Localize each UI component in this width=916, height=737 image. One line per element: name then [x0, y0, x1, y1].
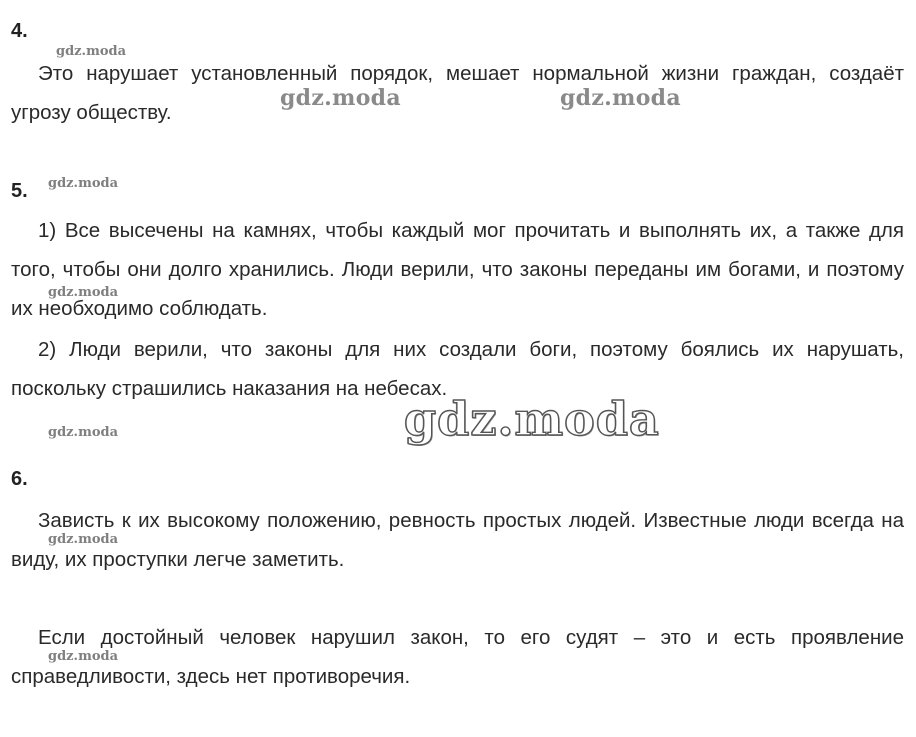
- answer-paragraph-6-1: Зависть к их высокому положению, ревность простых людей. Известные люди всегда на виду, их проступки легче заметить.: [11, 509, 904, 571]
- question-number-6: 6.: [11, 468, 28, 490]
- question-number-5: 5.: [11, 180, 28, 202]
- watermark-small: gdz.moda: [48, 176, 119, 191]
- answer-paragraph-5-1: 1) Все высечены на камнях, чтобы каждый мог прочитать и выполнять их, а также для того, чтобы они долго хранились. Люди верили, что законы переданы им богами, и поэтому их необходимо соблюдать.: [11, 219, 904, 320]
- answer-paragraph-5-2: 2) Люди верили, что законы для них создали боги, поэтому боялись их нарушать, поскольку страшились наказания на небесах.: [11, 338, 904, 400]
- watermark-small: gdz.moda: [56, 44, 127, 59]
- watermark-small: gdz.moda: [48, 532, 119, 547]
- watermark-small: gdz.moda: [48, 285, 119, 300]
- answer-paragraph-4-1: Это нарушает установленный порядок, мешает нормальной жизни граждан, создаёт угрозу обществу.: [11, 62, 904, 124]
- watermark-large: gdz.moda: [404, 392, 660, 446]
- answer-paragraph-6-2: Если достойный человек нарушил закон, то его судят – это и есть проявление справедливости, здесь нет противоречия.: [11, 626, 904, 688]
- watermark-medium: gdz.moda: [280, 85, 401, 111]
- watermark-small: gdz.moda: [48, 649, 119, 664]
- question-number-4: 4.: [11, 20, 28, 42]
- watermark-small: gdz.moda: [48, 425, 119, 440]
- watermark-medium: gdz.moda: [560, 85, 681, 111]
